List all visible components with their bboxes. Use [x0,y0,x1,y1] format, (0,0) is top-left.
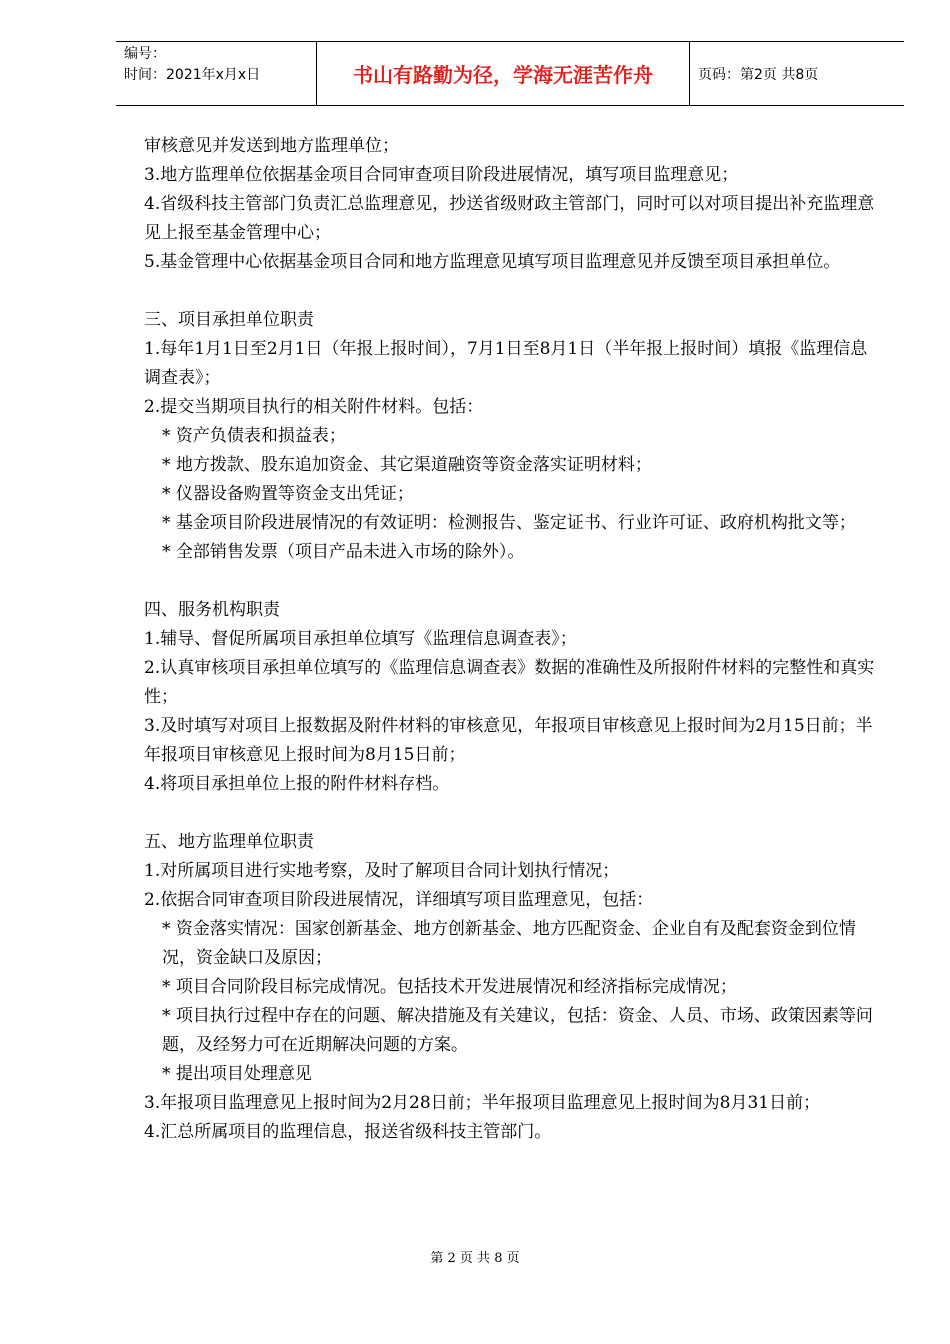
spacer [144,567,884,596]
paragraph: 2.提交当期项目执行的相关附件材料。包括： [144,397,484,417]
page-header [116,41,904,106]
bullet-item: * 资产负债表和损益表； [162,426,346,446]
paragraph: 1.每年1月1日至2月1日（年报上报时间），7月1日至8月1日（半年报上报时间）填报《监理信息调查表》； [144,339,868,388]
spacer [144,799,884,828]
section-heading: 四、服务机构职责 [144,600,280,620]
paragraph: 3.年报项目监理意见上报时间为2月28日前；半年报项目监理意见上报时间为8月31日前； [144,1093,821,1113]
paragraph: 4.省级科技主管部门负责汇总监理意见，抄送省级财政主管部门，同时可以对项目提出补充监理意见上报至基金管理中心； [144,194,875,243]
paragraph: 3.及时填写对项目上报数据及附件材料的审核意见，年报项目审核意见上报时间为2月15日前；半年报项目审核意见上报时间为8月15日前； [144,716,873,765]
section-heading: 三、项目承担单位职责 [144,310,314,330]
bullet-item: * 项目合同阶段目标完成情况。包括技术开发进展情况和经济指标完成情况； [162,977,737,997]
header-number: 编号： [124,46,166,62]
header-page-number: 页码：第2页 共8页 [698,66,819,83]
paragraph: 4.汇总所属项目的监理信息，报送省级科技主管部门。 [144,1122,552,1142]
bullet-item: * 提出项目处理意见 [162,1064,312,1084]
paragraph: 2.认真审核项目承担单位填写的《监理信息调查表》数据的准确性及所报附件材料的完整性和真实性； [144,658,875,707]
paragraph: 5.基金管理中心依据基金项目合同和地方监理意见填写项目监理意见并反馈至项目承担单位。 [144,252,841,272]
page-footer: 第 2 页 共 8 页 [430,1251,520,1266]
bullet-item: * 基金项目阶段进展情况的有效证明：检测报告、鉴定证书、行业许可证、政府机构批文等； [162,513,856,533]
bullet-item: * 项目执行过程中存在的问题、解决措施及有关建议，包括：资金、人员、市场、政策因素等问题，及经努力可在近期解决问题的方案。 [162,1006,873,1055]
paragraph: 1.辅导、督促所属项目承担单位填写《监理信息调查表》； [144,629,577,649]
paragraph: 4.将项目承担单位上报的附件材料存档。 [144,774,450,794]
header-motto: 书山有路勤为径，学海无涯苦作舟 [316,42,690,105]
paragraph: 3.地方监理单位依据基金项目合同审查项目阶段进展情况，填写项目监理意见； [144,165,739,185]
bullet-item: * 地方拨款、股东追加资金、其它渠道融资等资金落实证明材料； [162,455,652,475]
bullet-item: * 全部销售发票（项目产品未进入市场的除外）。 [162,542,525,562]
bullet-item: * 资金落实情况：国家创新基金、地方创新基金、地方匹配资金、企业自有及配套资金到位情况，资金缺口及原因； [162,919,856,968]
document-body [144,132,884,1147]
header-time: 时间：2021年x月x日 [124,67,261,83]
bullet-item: * 仪器设备购置等资金支出凭证； [162,484,414,504]
paragraph: 2.依据合同审查项目阶段进展情况，详细填写项目监理意见，包括： [144,890,654,910]
spacer [144,277,884,306]
section-heading: 五、地方监理单位职责 [144,832,314,852]
paragraph: 1.对所属项目进行实地考察，及时了解项目合同计划执行情况； [144,861,620,881]
paragraph: 审核意见并发送到地方监理单位； [144,136,399,156]
header-meta [116,42,316,105]
